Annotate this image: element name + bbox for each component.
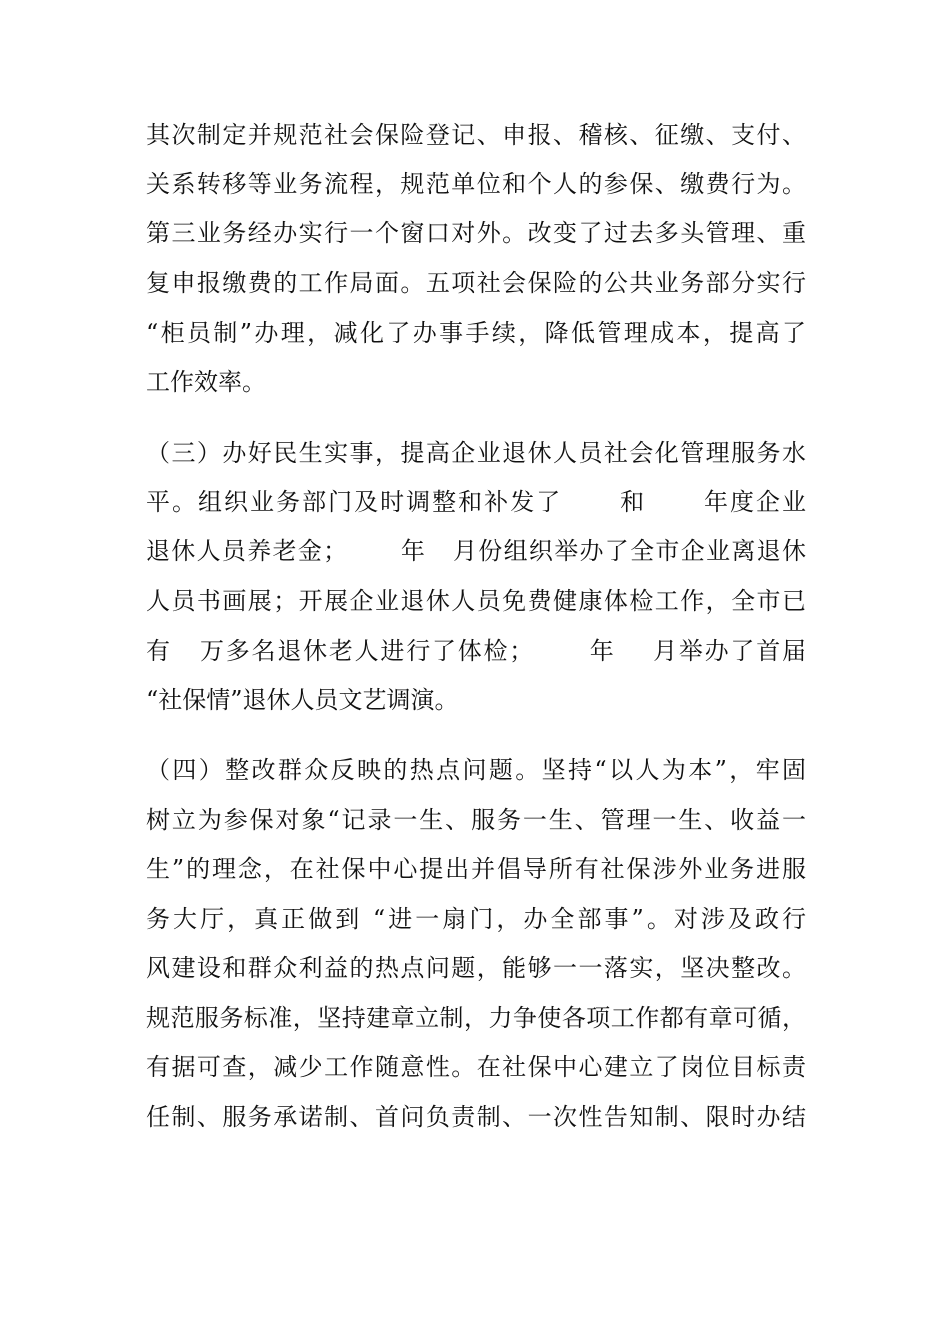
paragraph-line: 平。组织业务部门及时调整和补发了 和 年度企业	[146, 488, 806, 516]
paragraph-line: 关系转移等业务流程，规范单位和个人的参保、缴费行为。	[146, 170, 806, 198]
paragraph-line: 退休人员养老金； 年 月份组织举办了全市企业离退休	[146, 537, 806, 565]
paragraph-line: “柜员制”办理，减化了办事手续，降低管理成本，提高了	[146, 319, 806, 347]
paragraph-line: （三）办好民生实事，提高企业退休人员社会化管理服务水	[146, 439, 806, 467]
paragraph-line: 工作效率。	[146, 368, 266, 396]
paragraph-line: “社保情”退休人员文艺调演。	[146, 686, 459, 714]
paragraph-line: 务大厅，真正做到 “进一扇门，办全部事”。对涉及政行	[146, 905, 806, 933]
paragraph-line: 第三业务经办实行一个窗口对外。改变了过去多头管理、重	[146, 219, 806, 247]
paragraph-line: 有据可查，减少工作随意性。在社保中心建立了岗位目标责	[146, 1053, 806, 1081]
paragraph-line: 任制、服务承诺制、首问负责制、一次性告知制、限时办结	[146, 1103, 806, 1131]
paragraph-line: 风建设和群众利益的热点问题，能够一一落实，坚决整改。	[146, 954, 806, 982]
paragraph-line: 人员书画展；开展企业退休人员免费健康体检工作，全市已	[146, 587, 806, 615]
paragraph-line: 树立为参保对象“记录一生、服务一生、管理一生、收益一	[146, 806, 806, 834]
paragraph-line: 有 万多名退休老人进行了体检； 年 月举办了首届	[146, 637, 806, 665]
paragraph-line: 生”的理念，在社保中心提出并倡导所有社保涉外业务进服	[146, 855, 806, 883]
paragraph-line: 其次制定并规范社会保险登记、申报、稽核、征缴、支付、	[146, 121, 806, 149]
paragraph-line: 规范服务标准，坚持建章立制，力争使各项工作都有章可循，	[146, 1004, 806, 1032]
paragraph-line: 复申报缴费的工作局面。五项社会保险的公共业务部分实行	[146, 269, 806, 297]
paragraph-line: （四）整改群众反映的热点问题。坚持“以人为本”，牢固	[146, 756, 806, 784]
